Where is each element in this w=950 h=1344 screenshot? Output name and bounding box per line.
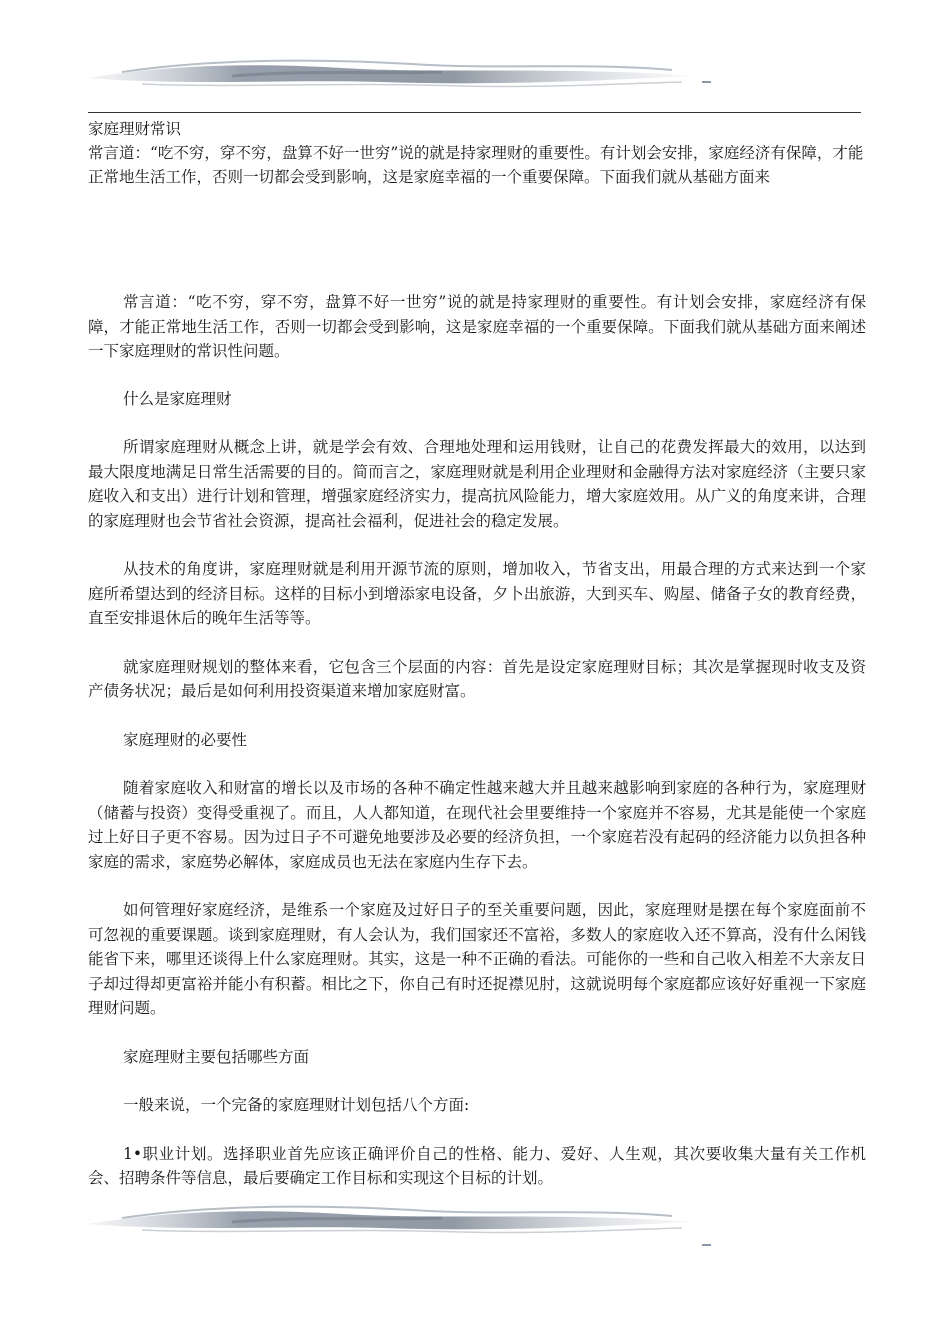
manage-paragraph: 如何管理好家庭经济，是维系一个家庭及过好日子的至关重要问题，因此，家庭理财是摆在每个家庭面前不可忽视的重要课题。谈到家庭理财，有人会认为，我们国家还不富裕，多数人的家庭收入还不算高，没有什么闲钱能省下来，哪里还谈得上什么家庭理财。其实，这是一种不正确的看法。可能你的一些和自己收入相差不大亲友日子却过得却更富裕并能小有积蓄。相比之下，你自己有时还捉襟见肘，这就说明每个家庭都应该好好重视一下家庭理财问题。 xyxy=(88,901,866,1017)
technical-paragraph: 从技术的角度讲，家庭理财就是利用开源节流的原则，增加收入，节省支出，用最合理的方式来达到一个家庭所希望达到的经济目标。这样的目标小到增添家电设备，夕卜出旅游，大到买车、购屋、储备子女的教育经费，直至安排退休后的晚年生活等等。 xyxy=(88,560,866,627)
eight-aspects-paragraph: 一般来说，一个完备的家庭理财计划包括八个方面: xyxy=(123,1096,470,1114)
footer-brush-decoration xyxy=(82,1198,702,1246)
levels-paragraph: 就家庭理财规划的整体来看，它包含三个层面的内容：首先是设定家庭理财目标；其次是掌握现时收支及资产债务状况；最后是如何利用投资渠道来增加家庭财富。 xyxy=(88,657,866,700)
document-summary: 常言道：“吃不穷，穿不穷，盘算不好一世穷”说的就是持家理财的重要性。有计划会安排，家庭经济有保障，才能正常地生活工作，否则一切都会受到影响，这是家庭幸福的一个重要保障。下面我们就从基础方面来 xyxy=(88,144,864,186)
section-heading-aspects: 家庭理财主要包括哪些方面 xyxy=(123,1047,310,1066)
header-block xyxy=(88,117,866,189)
career-plan-paragraph: 1•职业计划。选择职业首先应该正确评价自己的性格、能力、爱好、人生观，其次要收集大量有关工作机会、招聘条件等信息，最后要确定工作目标和实现这个目标的计划。 xyxy=(88,1144,866,1187)
header-rule xyxy=(88,112,861,113)
footer-dash-mark xyxy=(702,1244,711,1246)
section-heading-what: 什么是家庭理财 xyxy=(123,389,232,408)
header-brush-decoration xyxy=(82,52,702,100)
intro-paragraph: 常言道：“吃不穷，穿不穷，盘算不好一世穷”说的就是持家理财的重要性。有计划会安排，家庭经济有保障，才能正常地生活工作，否则一切都会受到影响，这是家庭幸福的一个重要保障。下面我们就从基础方面来阐述一下家庭理财的常识性问题。 xyxy=(88,293,866,360)
concept-paragraph: 所谓家庭理财从概念上讲，就是学会有效、合理地处理和运用钱财，让自己的花费发挥最大的效用，以达到最大限度地满足日常生活需要的目的。简而言之，家庭理财就是利用企业理财和金融得方法对家庭经济（主要只家庭收入和支出）进行计划和管理，增强家庭经济实力，提高抗风险能力，增大家庭效用。从广义的角度来讲，合理的家庭理财也会节省社会资源，提高社会福利，促进社会的稳定发展。 xyxy=(88,438,866,530)
document-body xyxy=(88,290,866,1215)
header-dash-mark xyxy=(702,81,711,83)
section-heading-necessity: 家庭理财的必要性 xyxy=(123,730,248,749)
document-title: 家庭理财常识 xyxy=(88,120,182,138)
growth-paragraph: 随着家庭收入和财富的增长以及市场的各种不确定性越来越大并且越来越影响到家庭的各种行为，家庭理财（储蓄与投资）变得受重视了。而且，人人都知道，在现代社会里要维持一个家庭并不容易，尤其是能使一个家庭过上好日子更不容易。因为过日子不可避免地要涉及必要的经济负担，一个家庭若没有起码的经济能力以负担各种家庭的需求，家庭势必解体，家庭成员也无法在家庭内生存下去。 xyxy=(88,779,866,871)
